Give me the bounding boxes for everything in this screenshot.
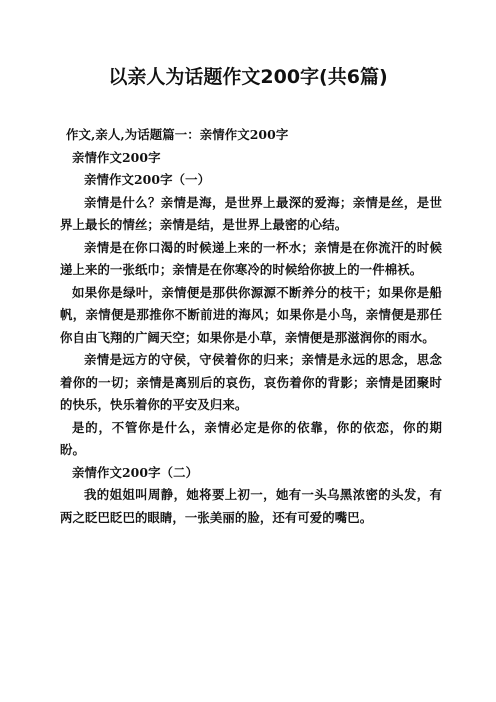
paragraph: 亲情是什么？亲情是海，是世界上最深的爱海；亲情是丝，是世界上最长的情丝；亲情是结，是世界上最密的心结。 [60,194,442,232]
essay-heading: 亲情作文200字（一） [84,172,211,187]
essay-heading: 亲情作文200字（二） [72,464,199,480]
document-title: 以亲人为话题作文200字(共6篇) [108,66,388,88]
paragraph: 是的，不管你是什么，亲情必定是你的依靠，你的依恋，你的期盼。 [60,419,442,457]
paragraph: 亲情是在你口渴的时候递上来的一杯水；亲情是在你流汗的时候递上来的一张纸巾；亲情是在你寒冷的时候给你披上的一件棉袄。 [60,239,442,277]
subsection-heading: 亲情作文200字 [72,149,161,165]
paragraph: 如果你是绿叶，亲情便是那供你源源不断养分的枝干；如果你是船帆，亲情便是那推你不断前进的海风；如果你是小鸟，亲情便是那任你自由飞翔的广阔天空；如果你是小草，亲情便是那滋润你的雨水。 [60,284,442,345]
document-body [60,124,442,529]
paragraph: 亲情是远方的守侯，守侯着你的归来；亲情是永远的思念，思念着你的一切；亲情是离别后的哀伤，哀伤着你的背影；亲情是团聚时的快乐，快乐着你的平安及归来。 [60,352,442,412]
section-heading: 作文,亲人,为话题篇一：亲情作文200字 [66,127,289,142]
paragraph: 我的姐姐叫周静，她将要上初一，她有一头乌黑浓密的头发，有两之眨巴眨巴的眼睛，一张美丽的脸，还有可爱的嘴巴。 [60,487,442,525]
